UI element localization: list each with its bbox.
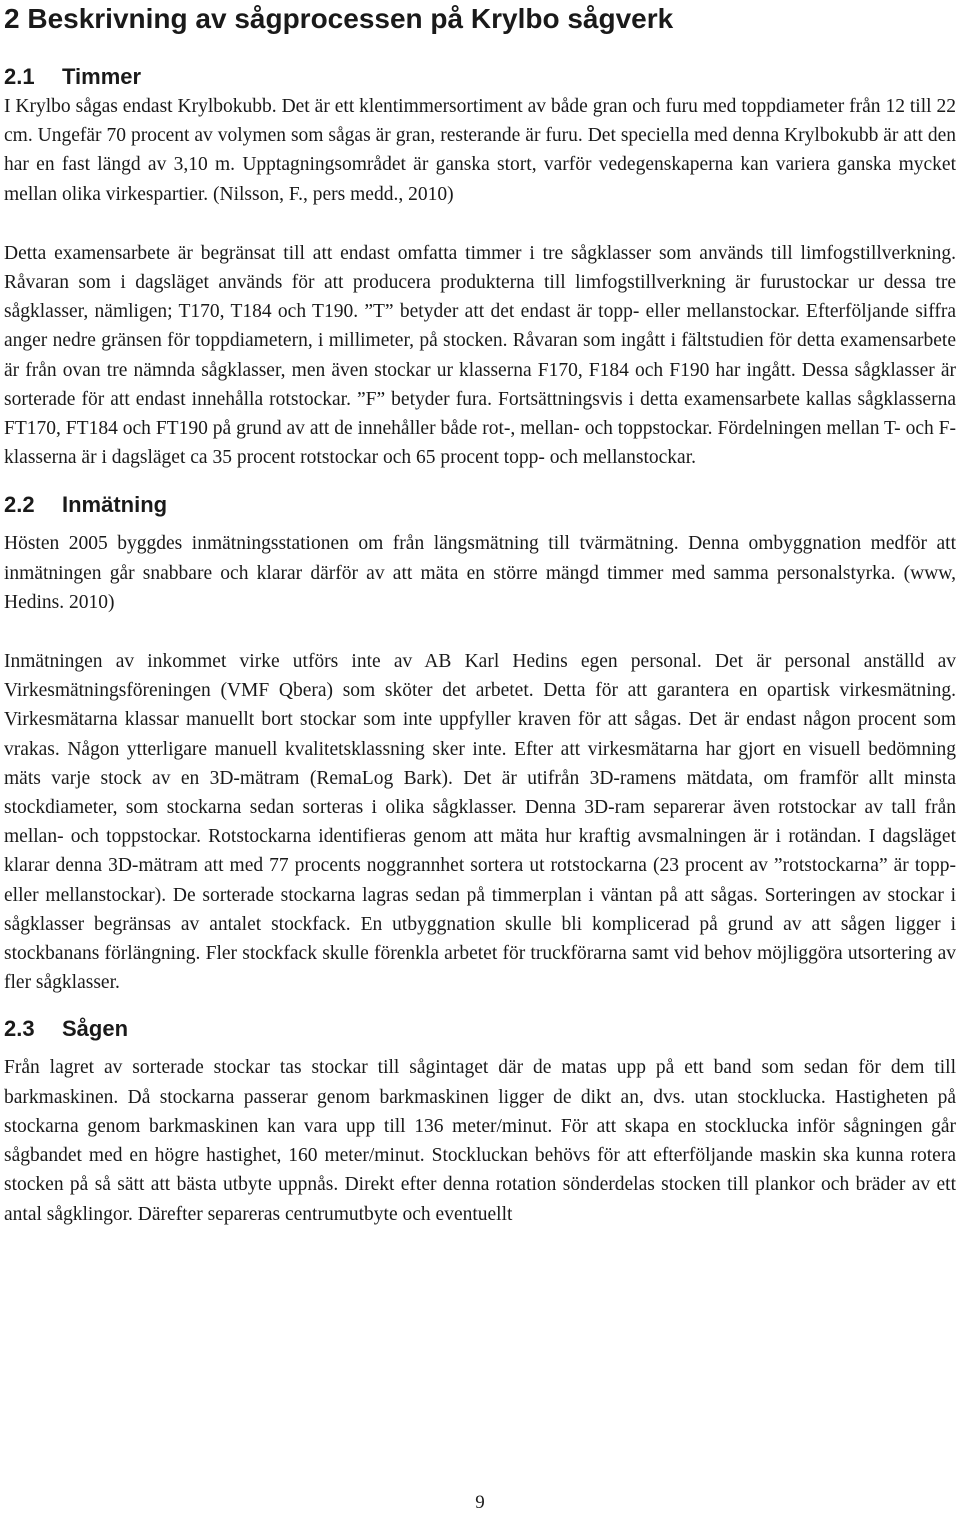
section-number: 2.3 — [4, 1016, 35, 1042]
document-page — [4, 0, 956, 1229]
page-number: 9 — [475, 1492, 485, 1513]
section-inmatning — [4, 491, 956, 997]
paragraph: Inmätningen av inkommet virke utförs inte av AB Karl Hedins egen personal. Det är personal anställd av Virkesmätningsföreningen (VMF Qbera) som sköter det arbetet. Detta för att garantera en opartisk virkesmätning. Virkesmätarna klassar manuellt bort stockar som inte uppfyller kraven för att sågas. Det är endast någon procent som vrakas. Någon ytterligare manuell kvalitetsklassning sker inte. Efter att virkesmätarna har gjort en visuell bedömning mäts varje stock av en 3D-mätram (RemaLog Bark). Det är utifrån 3D-ramens mätdata, om framför allt minsta stockdiameter, som stockarna sedan sorteras i olika sågklasser. Denna 3D-ram separerar även rotstockar av tall från mellan- och toppstockar. Rotstockarna identifieras genom att mäta hur kraftig avsmalningen är i rotändan. I dagsläget klarar denna 3D-mätram att med 77 procents noggrannhet sortera ut rotstockarna (23 procent av ”rotstockarna” är topp- eller mellanstockar). De sorterade stockarna lagras sedan på timmerplan i väntan på att sågas. Sorteringen av stockar i sågklasser begränsas av antalet stockfack. En utbyggnation skulle bli komplicerad på grund av att sågen ligger i stockbanans förlängning. Fler stockfack skulle förenkla arbetet för truckförarna samt vid behov möjliggöra utsortering av fler sågklasser. — [4, 651, 956, 994]
section-heading-inmatning — [4, 491, 956, 519]
section-sagen — [4, 1015, 956, 1228]
section-title: Timmer — [62, 64, 142, 89]
section-title: Sågen — [62, 1016, 129, 1042]
paragraph: I Krylbo sågas endast Krylbokubb. Det är ett klentimmersortiment av både gran och furu med toppdiameter från 12 till 22 cm. Ungefär 70 procent av volymen som sågas är gran, resterande är furu. Det speciella med denna Krylbokubb är att den har en fast längd av 3,10 m. Upptagningsområdet är ganska stort, varför vedegenskaperna kan variera ganska mycket mellan olika virkespartier. (Nilsson, F., pers medd., 2010) — [4, 96, 956, 205]
paragraph: Från lagret av sorterade stockar tas stockar till sågintaget där de matas upp på ett band som sedan för dem till barkmaskinen. Då stockarna passerar genom barkmaskinen ligger de dikt an, dvs. utan stocklucka. Hastigheten på stockarna genom barkmaskinen kan vara upp till 136 meter/minut. För att skapa en stocklucka inför sågningen går sågbandet med en högre hastighet, 160 meter/minut. Stockluckan behövs för att efterföljande maskin ska kunna rotera stocken på så sätt att bästa utbyte uppnås. Direkt efter denna rotation sönderdelas stocken till plankor och bräder av ett antal sågklingor. Därefter separeras centrumutbyte och eventuellt — [4, 1057, 956, 1225]
section-heading-timmer — [4, 63, 956, 91]
section-number: 2.2 — [4, 492, 35, 518]
section-title: Inmätning — [62, 492, 168, 518]
paragraph: Detta examensarbete är begränsat till att endast omfatta timmer i tre sågklasser som används till limfogstillverkning. Råvaran som i dagsläget används för att producera produkterna till limfogstillverkning är furustockar ur dessa tre sågklasser, nämligen; T170, T184 och T190. ”T” betyder att det endast är topp- eller mellanstockar. Efterföljande siffra anger nedre gränsen för toppdiametern, i millimeter, på stocken. Råvaran som ingått i fältstudien för detta examensarbete är från ovan tre nämnda sågklasser, men även stockar ur klasserna F170, F184 och F190 har ingått. Dessa sågklasser är sorterade för att endast innehålla rotstockar. ”F” betyder fura. Fortsättningsvis i detta examensarbete kallas sågklasserna FT170, FT184 och FT190 på grund av att de innehåller både rot-, mellan- och toppstockar. Fördelningen mellan T- och F-klasserna är i dagsläget ca 35 procent rotstockar och 65 procent topp- och mellanstockar. — [4, 242, 956, 469]
paragraph: Hösten 2005 byggdes inmätningsstationen om från längsmätning till tvärmätning. Denna ombyggnation medför att inmätningen går snabbare och klarar därför av att mäta en större mängd timmer med samma personalstyrka. (www, Hedins. 2010) — [4, 533, 956, 613]
section-number: 2.1 — [4, 64, 35, 89]
chapter-title: 2 Beskrivning av sågprocessen på Krylbo sågverk — [4, 3, 674, 34]
section-timmer — [4, 63, 956, 472]
section-heading-sagen — [4, 1015, 956, 1043]
